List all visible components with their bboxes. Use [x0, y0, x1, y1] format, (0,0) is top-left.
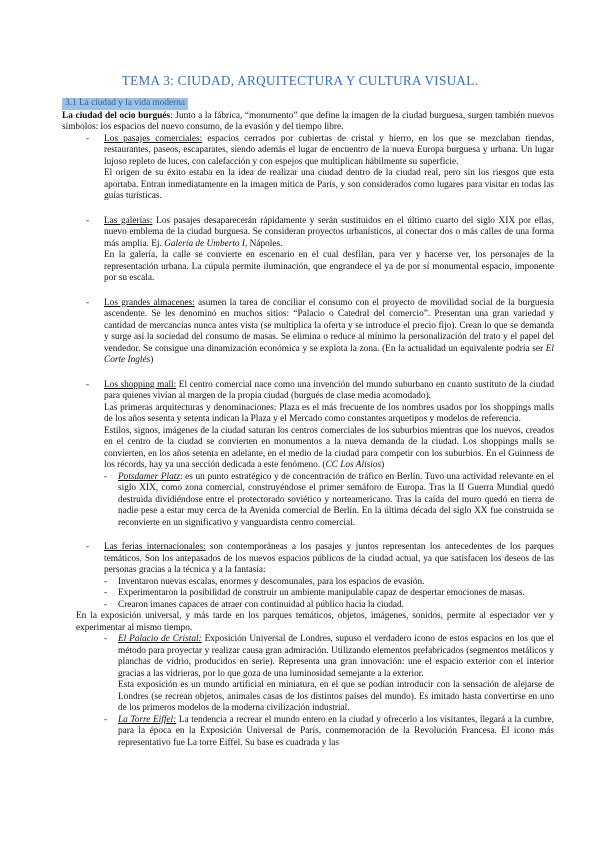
dash-bullet: - [104, 471, 108, 482]
almacenes-example: El Corte Inglés [104, 343, 554, 365]
dash-bullet: - [104, 714, 108, 725]
dash-bullet: - [104, 588, 108, 598]
shopping-label: Los shopping mall: [104, 379, 177, 390]
shopping-text: El centro comercial nace como una invención del mundo suburbano en cuanto sustituto de la ciudad para quienes vivían al margen de la propia ciudad (burgués de clase media acomodado). [104, 379, 555, 401]
potsdamer-label: Potsdamer Platz [118, 471, 180, 482]
ferias-point-text: Experimentaron la posibilidad de construir un ambiente manipulable capaz de despertar emociones de masas. [118, 588, 525, 598]
pasajes-paragraph-2: El origen de su éxito estaba en la idea de realizar una ciudad dentro de la ciudad real, pero sin los riesgos que esta aportaba. Entran inmediatamente en la imagen mítica de París, y son considerados como lugares para visitar en todas las guías turísticas. [104, 168, 554, 201]
list-item-galerias [62, 216, 554, 251]
list-item-almacenes [62, 298, 554, 367]
section-heading: 3.1 La ciudad y la vida moderna [62, 98, 188, 110]
dash-bullet: - [104, 634, 108, 644]
ferias-paragraph-2: En la exposición universal, y más tarde en los parques temáticos, objetos, imágenes, sonidos, permite al espectador ver y experimentar al mismo tiempo. [76, 611, 554, 633]
list-item-ferias [62, 542, 554, 577]
ferias-point-2 [62, 588, 554, 600]
sub-item-torre-eiffel [62, 715, 554, 750]
sub-item-palacio-cristal [62, 634, 554, 680]
shopping-paragraph-2: Las primeras arquitecturas y denominaciones: Plaza es el más frecuente de los nombres usados por los shoppings malls de los años sesenta y setenta indican la Plaza y el Mercado como constantes arquetipos y modelos de referencia. [104, 402, 554, 424]
dash-bullet: - [86, 215, 90, 226]
dash-bullet: - [86, 133, 90, 144]
pasajes-label: Los pasajes comerciales: [104, 133, 203, 144]
ferias-point-3 [62, 600, 554, 612]
ferias-point-1 [62, 577, 554, 589]
palacio-paragraph-2: Esta exposición es un mundo artificial en miniatura, en el que se podían introducir con la sensación de alejarse de Londres (se recrean objetos, animales casas de los distintos países del mundo). Es imitado hasta convertirse en uno de los primeros modelos de la moderna civilización industrial. [118, 680, 554, 713]
galerias-paragraph-2: En la galería, la calle se convierte en escenario en el cual desfilan, para ver y hacerse ver, los personajes de la representación urbana. La cúpula permite iluminación, que engrandece el ya de por sí monumental espacio, imponente por su escala. [104, 250, 554, 283]
ferias-point-text: Inventaron nuevas escalas, enormes y descomunales, para los espacios de evasión. [118, 576, 425, 587]
galerias-example-tail: , Nápoles. [245, 238, 283, 249]
page-title: TEMA 3: CIUDAD, ARQUITECTURA Y CULTURA VISUAL. [121, 73, 479, 88]
torre-text: La tendencia a recrear el mundo entero en la ciudad y ofrecerlo a los visitantes, llegará a la cumbre, para la época en la Exposición Universal de París, conmemoración de la Revolución Francesa. El icono más representativo fue La torre Eiffel. Su base es cuadrada y las [118, 714, 554, 748]
dash-bullet: - [104, 599, 108, 610]
galerias-label: Las galerías: [104, 215, 153, 226]
galerias-example: Galería de Umberto I [164, 238, 245, 249]
list-item-shopping-mall [62, 380, 554, 403]
dash-bullet: - [86, 379, 90, 390]
sub-item-potsdamer [62, 472, 554, 530]
palacio-label: El Palacio de Cristal: [118, 634, 202, 644]
potsdamer-text: : es un punto estratégico y de concentración de tráfico en Berlín. Tuvo una actividad relevante en el siglo XIX, como zona comercial, construyéndose el primer semáforo de Europa. Tras la II Guerra Mundial quedó destruida dividiéndose entre el protectorado soviético y norteamericano. Tras la caída del muro quedó en tierra de nadie pese a estar muy cerca de la Avenida comercial de Berlín. En la última década del siglo XX fue construida se reconvierte en un significativo y vanguardista centro comercial. [118, 471, 554, 528]
almacenes-tail: ) [150, 355, 154, 365]
dash-bullet: - [104, 576, 108, 587]
shopping-text-3: Estilos, signos, imágenes de la ciudad saturan los centros comerciales de los suburbios mientras que los nuevos, creados en el centro de la ciudad se convierten en monumentos a la nueva demanda de la ciudad. Los shoppings malls se convierten, en los años setenta en adelante, en el medio de la ciudad para competir con los suburbios. En el Guinness de los récords, hay ya una sección dedicada a este fenómeno. ( [104, 425, 554, 470]
ferias-text: son contemporáneas a los pasajes y juntos representan los antecedentes de los parques temáticos. Son los antepasados de los nuevos espacios públicos de la ciudad actual, ya que satisfacen los deseos de las personas gracias a la técnica y a la fantasía: [104, 542, 555, 575]
almacenes-label: Los grandes almacenes: [104, 297, 195, 308]
intro-bold: La ciudad del ocio burgués [62, 110, 171, 121]
torre-label: La Torre Eiffel: [118, 714, 177, 725]
intro-paragraph [62, 111, 554, 134]
galerias-text: Los pasajes desaparecerán rápidamente y serán sustituidos en el último cuarto del siglo XIX por ellas, nuevo emblema de la ciudad burguesa. Se consideran proyectos urbanísticos, al conectar dos o más calles de una forma más amplia. Ej. [104, 215, 554, 249]
almacenes-text: asumen la tarea de conciliar el consumo con el proyecto de movilidad social de la burguesía ascendente. Se les denominó en muchos sitios: “Palacio o Catedral del comercio”. Presentan una gran variedad y cantidad de mercancías nunca antes vista (se multiplica la oferta y se introduce el precio fijo). Crean lo que se demanda y surge así la sociedad del consumo de masas. Se elimina o reduce al mínimo la personalización del trato y el papel del vendedor. Se consigue una dinamización económica y se explota la zona. (En la actualidad un equivalente podría ser [104, 297, 554, 354]
ferias-label: Las ferias internacionales: [104, 542, 206, 552]
document-body [62, 98, 554, 749]
ferias-point-text: Crearon imanes capaces de atraer con continuidad al público hacia la ciudad. [118, 599, 405, 610]
palacio-text: Exposición Universal de Londres, supuso el verdadero icono de estos espacios en los que el método para proyectar y realizar causa gran admiración. Utilizando elementos prefabricados (segmentos metálicos y planchas de vidrio, producidos en serie). Representa una gran innovación: une el espacio exterior con el interior gracias a las vidrieras, por lo que goza de una luminosidad semejante a la exterior. [118, 634, 554, 679]
list-item-pasajes [62, 134, 554, 169]
shopping-ref-tail: ) [381, 460, 385, 470]
intro-text: : Junto a la fábrica, “monumento” que define la imagen de la ciudad burguesa, surgen también nuevos símbolos: los espacios del nuevo consumo, de la evasión y del tiempo libre. [62, 110, 554, 132]
dash-bullet: - [86, 542, 90, 552]
pasajes-text: espacios cerrados por cubiertas de cristal y hierro, en los que se mezclaban tiendas, restaurantes, paseos, escaparates, siendo además el lugar de encuentro de la nueva Europa burguesa y urbana. Un lugar lujoso repleto de luces, con calefacción y con espejos que multiplican hábilmente su superficie. [104, 133, 554, 167]
shopping-paragraph-3 [62, 426, 554, 472]
dash-bullet: - [86, 297, 90, 308]
shopping-ref: CC Los Alisios [325, 460, 382, 470]
